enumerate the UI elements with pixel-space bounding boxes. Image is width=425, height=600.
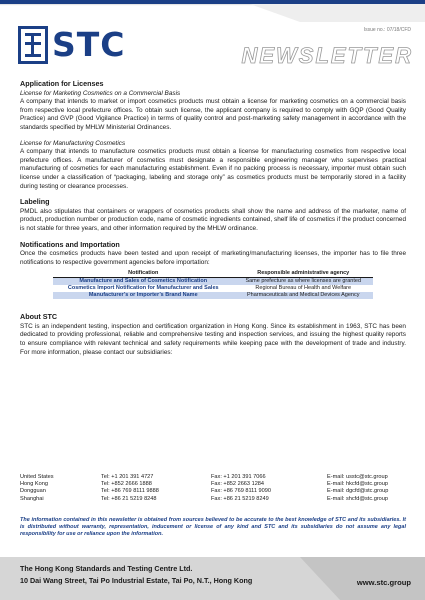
contact-location: Hong Kong (20, 481, 48, 488)
contact-row (20, 481, 406, 488)
contact-fax: Fax: +86 769 8111 9090 (211, 488, 271, 495)
table-cell: Same prefecture as where licenses are granted (233, 278, 373, 286)
contact-email[interactable]: E-mail: dgcfd@stc.group (327, 488, 389, 495)
notifications-table (53, 270, 373, 299)
contact-email[interactable]: E-mail: shcfd@stc.group (327, 495, 389, 502)
table-cell: Regional Bureau of Health and Welfare (255, 285, 352, 292)
table-row (53, 292, 373, 299)
table-header-row (53, 270, 373, 278)
table-row (53, 278, 373, 286)
table-cell: Manufacturer’s or Importer’s Brand Name (53, 292, 233, 299)
contact-row (20, 488, 406, 495)
table-cell: Manufacture and Sales of Cosmetics Notification (53, 278, 233, 286)
contact-fax: Fax: +86 21 5219 8249 (211, 495, 269, 502)
contact-row (20, 496, 406, 503)
disclaimer-text: The information contained in this newsletter is obtained from sources believed to be accurate to the best knowledge of STC and its subsidiaries. It is distributed without warranty, representation, inducement or license of any kind and STC and its subsidiaries do not assume any legal responsibility for use or reliance upon the information. (20, 517, 406, 538)
contact-email[interactable]: E-mail: usstc@stc.group (327, 474, 388, 480)
footer-address: 10 Dai Wang Street, Tai Po Industrial Estate, Tai Po, N.T., Hong Kong (20, 576, 253, 585)
contact-tel: Tel: +86 21 5219 8248 (101, 495, 157, 502)
about-text: STC is an independent testing, inspection and certification organization in Hong Kong. Since its establishment in 1963, STC has been dedicated to providing professional, reliable and comprehensive testing and inspection services, and issuing the highest quality reports to ensure compliance with relevant technical and safety requirements while keeping pace with the development of trade and industry. For more information, please contact our subsidiaries: (20, 322, 406, 356)
main-content (20, 80, 406, 357)
contact-fax: Fax: +1 201 391 7066 (211, 474, 266, 480)
table-header: Notification (53, 270, 233, 278)
contact-fax: Fax: +852 2663 1284 (211, 481, 265, 488)
contact-tel: Tel: +86 769 8111 9888 (101, 488, 159, 495)
footer-website-link[interactable]: www.stc.group (356, 578, 411, 587)
table-cell: Pharmaceuticals and Medical Devices Agency (233, 292, 373, 299)
contact-location: Dongguan (20, 488, 46, 495)
issue-number: Issue no.: 07/18/CFD (363, 27, 411, 33)
newsletter-title: NEWSLETTER (241, 43, 413, 68)
table-header: Responsible administrative agency (233, 270, 373, 278)
notifications-text: Once the cosmetics products have been tested and upon receipt of marketing/manufacturing licenses, the importer has to file three notifications to respective government agencies before importation: (20, 250, 406, 266)
manufacturing-license-text: A company that intends to manufacture cosmetics products must obtain a license for manufacturing cosmetics from respective local prefecture offices. A manufacturer of cosmetics must designate a responsible engineering manager who supervises practical manufacturing of cosmetics for each manufacturing establishment. Even if no packing process is necessary, importer must obtain such license under a classification of “packaging, labeling and storage only” as cosmetics products must be temporarily stored in a facility during testing or clearance processes. (20, 148, 406, 190)
stc-emblem-icon (18, 26, 48, 64)
table-cell: Cosmetics Import Notification for Manufacturer and Sales (67, 285, 219, 292)
contact-list (20, 474, 406, 503)
commercial-license-subheading: License for Marketing Cosmetics on a Commercial Basis (20, 89, 181, 97)
commercial-license-text: A company that intends to market or import cosmetics products must obtain a license for marketing cosmetics on a commercial basis from respective local prefecture offices. To obtain such license, the applicant company is required to comply with GQP (Good Quality Practice) and GVP (Good Vigilance Practice) in terms of quality control and post-marketing safety management in accordance with the standards specified by MHLW Ministerial Ordinances. (20, 98, 406, 131)
notifications-heading: Notifications and Importation (20, 239, 120, 249)
manufacturing-license-subheading: License for Manufacturing Cosmetics (20, 139, 126, 147)
contact-email[interactable]: E-mail: hkcfd@stc.group (327, 481, 389, 488)
stc-logo (18, 25, 148, 65)
labeling-heading: Labeling (20, 197, 50, 207)
contact-location: Shanghai (20, 495, 44, 502)
about-heading: About STC (20, 312, 58, 322)
brand-name: STC (52, 25, 126, 64)
labeling-text: PMDL also stipulates that containers or wrappers of cosmetics products shall show the name and address of the marketer, name of product, production number or production code, name of cosmetic ingredients contained, shelf life of cosmetics if the product concerned is not stable for three years, and other information required by the MHLW ordinance. (20, 207, 406, 232)
newsletter-header (0, 0, 425, 80)
contact-tel: Tel: +852 2666 1888 (101, 481, 152, 488)
contact-tel: Tel: +1 201 391 4727 (101, 474, 154, 480)
contact-row (20, 474, 406, 481)
table-row (53, 285, 373, 292)
footer-company: The Hong Kong Standards and Testing Centre Ltd. (20, 564, 193, 573)
contact-location: United States (20, 474, 54, 480)
licenses-heading: Application for Licenses (20, 79, 104, 88)
